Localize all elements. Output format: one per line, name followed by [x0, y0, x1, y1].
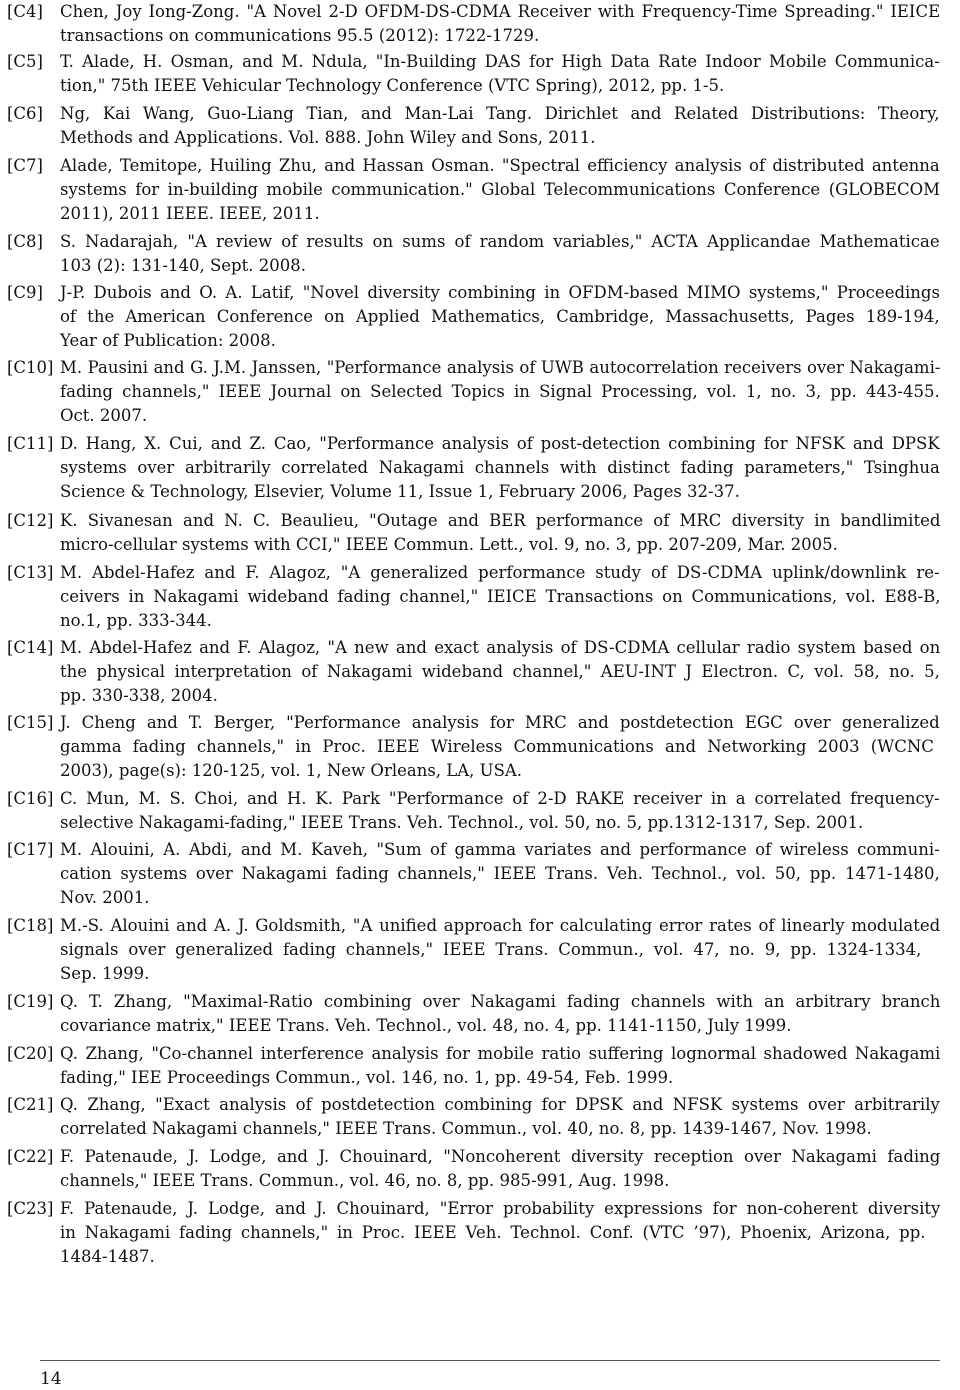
reference-tag: [C5]: [7, 52, 43, 71]
reference-tag: [C22]: [7, 1147, 54, 1166]
reference-tag: [C16]: [7, 789, 54, 808]
reference-tag: [C14]: [7, 638, 54, 657]
reference-line: Year of Publication: 2008.: [60, 331, 276, 350]
reference-tag: [C9]: [7, 283, 43, 302]
reference-line: covariance matrix," IEEE Trans. Veh. Technol., vol. 48, no. 4, pp. 1141-1150, July 1999.: [60, 1016, 792, 1035]
reference-line: Ng, Kai Wang, Guo-Liang Tian, and Man-Lai Tang. Dirichlet and Related Distributions: Theory,: [60, 104, 940, 123]
reference-tag: [C23]: [7, 1199, 54, 1218]
reference-line: ceivers in Nakagami wideband fading channel," IEICE Transactions on Communications, vol. E88-B,: [60, 587, 941, 606]
reference-line: no.1, pp. 333-344.: [60, 611, 212, 630]
reference-tag: [C10]: [7, 358, 54, 377]
reference-text: [60, 509, 940, 557]
footer-rule: [40, 1360, 940, 1361]
reference-text: [60, 230, 940, 278]
reference-line: transactions on communications 95.5 (2012): 1722-1729.: [60, 26, 540, 45]
reference-text: [60, 1197, 940, 1269]
reference-line: T. Alade, H. Osman, and M. Ndula, "In-Building DAS for High Data Rate Indoor Mobile Communica-: [60, 52, 940, 71]
page-number: 14: [40, 1369, 62, 1389]
reference-line: fading channels," IEEE Journal on Selected Topics in Signal Processing, vol. 1, no. 3, pp. 443-455.: [60, 382, 940, 401]
reference-text: [60, 432, 940, 504]
reference-tag: [C21]: [7, 1095, 54, 1114]
reference-line: C. Mun, M. S. Choi, and H. K. Park "Performance of 2-D RAKE receiver in a correlated frequency-: [60, 789, 940, 808]
reference-line: 103 (2): 131-140, Sept. 2008.: [60, 256, 306, 275]
reference-tag: [C11]: [7, 434, 54, 453]
reference-text: [60, 1042, 940, 1090]
reference-line: micro-cellular systems with CCI," IEEE Commun. Lett., vol. 9, no. 3, pp. 207-209, Mar. 2005.: [60, 535, 838, 554]
reference-line: M. Pausini and G. J.M. Janssen, "Performance analysis of UWB autocorrelation receivers over Nakagami-: [60, 358, 941, 377]
reference-line: signals over generalized fading channels," IEEE Trans. Commun., vol. 47, no. 9, pp. 1324-1334,: [60, 940, 922, 959]
reference-line: fading," IEE Proceedings Commun., vol. 146, no. 1, pp. 49-54, Feb. 1999.: [60, 1068, 674, 1087]
reference-line: K. Sivanesan and N. C. Beaulieu, "Outage and BER performance of MRC diversity in bandlimited: [60, 511, 941, 530]
reference-line: M. Abdel-Hafez and F. Alagoz, "A generalized performance study of DS-CDMA uplink/downlink re-: [60, 563, 940, 582]
reference-line: Q. Zhang, "Exact analysis of postdetection combining for DPSK and NFSK systems over arbitrarily: [60, 1095, 940, 1114]
reference-line: the physical interpretation of Nakagami wideband channel," AEU-INT J Electron. C, vol. 58, no. 5,: [60, 662, 940, 681]
reference-line: Science & Technology, Elsevier, Volume 11, Issue 1, February 2006, Pages 32-37.: [60, 482, 740, 501]
reference-line: M.-S. Alouini and A. J. Goldsmith, "A unified approach for calculating error rates of linearly modulated: [60, 916, 941, 935]
reference-text: [60, 356, 940, 428]
reference-line: 1484-1487.: [60, 1247, 155, 1266]
reference-tag: [C20]: [7, 1044, 54, 1063]
reference-text: [60, 838, 940, 910]
reference-line: Nov. 2001.: [60, 888, 150, 907]
reference-tag: [C19]: [7, 992, 54, 1011]
reference-line: in Nakagami fading channels," in Proc. IEEE Veh. Technol. Conf. (VTC ’97), Phoenix, Arizona, pp.: [60, 1223, 926, 1242]
reference-text: [60, 561, 940, 633]
reference-line: correlated Nakagami channels," IEEE Trans. Commun., vol. 40, no. 8, pp. 1439-1467, Nov. 1998.: [60, 1119, 872, 1138]
reference-tag: [C15]: [7, 713, 54, 732]
reference-tag: [C7]: [7, 156, 43, 175]
reference-line: Alade, Temitope, Huiling Zhu, and Hassan Osman. "Spectral efficiency analysis of distributed antenna: [60, 156, 940, 175]
reference-tag: [C6]: [7, 104, 43, 123]
reference-text: [60, 787, 940, 835]
reference-text: [60, 281, 940, 353]
reference-line: of the American Conference on Applied Mathematics, Cambridge, Massachusetts, Pages 189-194,: [60, 307, 940, 326]
reference-tag: [C8]: [7, 232, 43, 251]
reference-line: Q. Zhang, "Co-channel interference analysis for mobile ratio suffering lognormal shadowed Nakagami: [60, 1044, 941, 1063]
reference-tag: [C17]: [7, 840, 54, 859]
reference-line: 2011), 2011 IEEE. IEEE, 2011.: [60, 204, 320, 223]
reference-line: F. Patenaude, J. Lodge, and J. Chouinard, "Error probability expressions for non-coherent diversity: [60, 1199, 941, 1218]
reference-line: M. Alouini, A. Abdi, and M. Kaveh, "Sum of gamma variates and performance of wireless communi-: [60, 840, 940, 859]
reference-line: Chen, Joy Iong-Zong. "A Novel 2-D OFDM-DS-CDMA Receiver with Frequency-Time Spreading." IEICE: [60, 2, 941, 21]
reference-tag: [C4]: [7, 2, 43, 21]
reference-line: Sep. 1999.: [60, 964, 150, 983]
reference-text: [60, 0, 940, 48]
reference-line: systems over arbitrarily correlated Nakagami channels with distinct fading parameters," Tsinghua: [60, 458, 940, 477]
reference-line: J. Cheng and T. Berger, "Performance analysis for MRC and postdetection EGC over generalized: [60, 713, 940, 732]
reference-line: M. Abdel-Hafez and F. Alagoz, "A new and exact analysis of DS-CDMA cellular radio system based on: [60, 638, 941, 657]
reference-line: D. Hang, X. Cui, and Z. Cao, "Performance analysis of post-detection combining for NFSK and DPSK: [60, 434, 940, 453]
reference-line: cation systems over Nakagami fading channels," IEEE Trans. Veh. Technol., vol. 50, pp. 1471-1480,: [60, 864, 940, 883]
reference-text: [60, 102, 940, 150]
reference-text: [60, 636, 940, 708]
reference-line: gamma fading channels," in Proc. IEEE Wireless Communications and Networking 2003 (WCNC: [60, 737, 934, 756]
reference-text: [60, 154, 940, 226]
reference-tag: [C12]: [7, 511, 54, 530]
reference-line: pp. 330-338, 2004.: [60, 686, 218, 705]
reference-tag: [C13]: [7, 563, 54, 582]
reference-line: S. Nadarajah, "A review of results on sums of random variables," ACTA Applicandae Mathematicae: [60, 232, 940, 251]
reference-text: [60, 1093, 940, 1141]
reference-text: [60, 50, 940, 98]
reference-line: channels," IEEE Trans. Commun., vol. 46, no. 8, pp. 985-991, Aug. 1998.: [60, 1171, 670, 1190]
reference-line: Oct. 2007.: [60, 406, 148, 425]
reference-text: [60, 1145, 940, 1193]
reference-text: [60, 711, 940, 783]
reference-line: J-P. Dubois and O. A. Latif, "Novel diversity combining in OFDM-based MIMO systems," Proceedings: [60, 283, 940, 302]
reference-line: Q. T. Zhang, "Maximal-Ratio combining over Nakagami fading channels with an arbitrary branch: [60, 992, 941, 1011]
reference-line: selective Nakagami-fading," IEEE Trans. Veh. Technol., vol. 50, no. 5, pp.1312-1317, Sep. 2001.: [60, 813, 864, 832]
reference-line: tion," 75th IEEE Vehicular Technology Conference (VTC Spring), 2012, pp. 1-5.: [60, 76, 725, 95]
reference-line: 2003), page(s): 120-125, vol. 1, New Orleans, LA, USA.: [60, 761, 523, 780]
reference-line: F. Patenaude, J. Lodge, and J. Chouinard, "Noncoherent diversity reception over Nakagami fading: [60, 1147, 941, 1166]
reference-text: [60, 990, 940, 1038]
reference-line: Methods and Applications. Vol. 888. John Wiley and Sons, 2011.: [60, 128, 596, 147]
reference-tag: [C18]: [7, 916, 54, 935]
reference-line: systems for in-building mobile communication." Global Telecommunications Conference (GLOBECOM: [60, 180, 941, 199]
reference-text: [60, 914, 940, 986]
